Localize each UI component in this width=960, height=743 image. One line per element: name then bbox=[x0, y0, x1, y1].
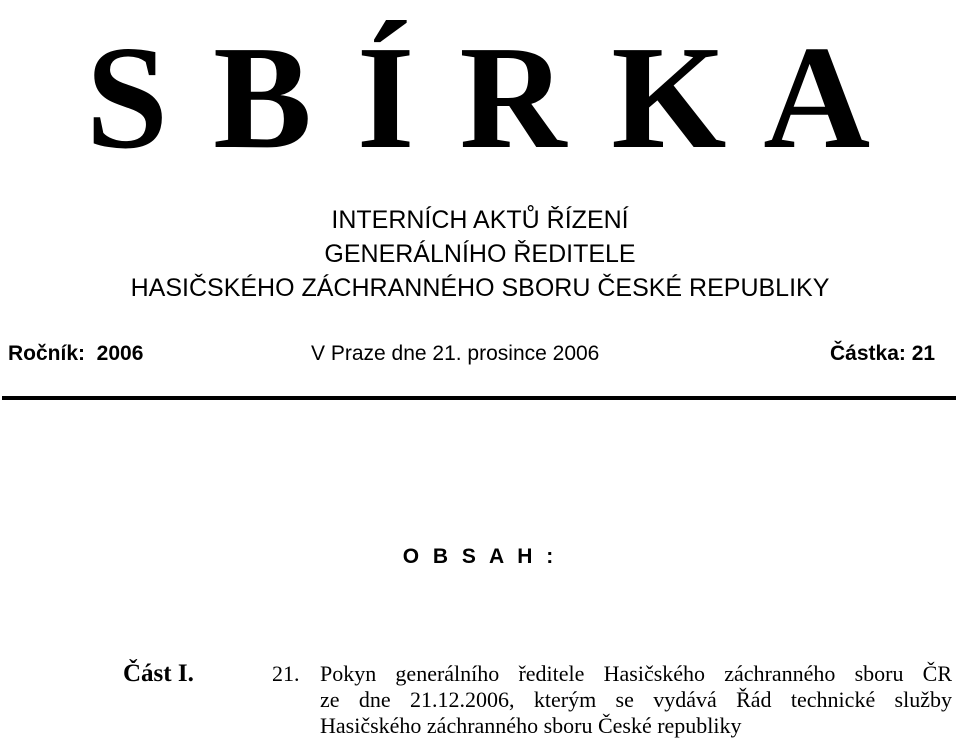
volume-year: Ročník: 2006 bbox=[8, 342, 144, 365]
entry-number: 21. bbox=[272, 661, 300, 686]
subtitle-line-3: HASIČSKÉHO ZÁCHRANNÉHO SBORU ČESKÉ REPUBLIKY bbox=[130, 274, 830, 302]
issue-part-number: Částka: 21 bbox=[830, 342, 936, 365]
subtitle-line-1: INTERNÍCH AKTŮ ŘÍZENÍ bbox=[331, 206, 629, 234]
place-and-date: V Praze dne 21. prosince 2006 bbox=[311, 342, 600, 365]
contents-heading: O B S A H : bbox=[402, 545, 558, 568]
entry-title-line-3: Hasičského záchranného sboru České republiky bbox=[320, 713, 742, 738]
collection-masthead: S B Í R K A bbox=[85, 16, 875, 180]
subtitle-line-2: GENERÁLNÍHO ŘEDITELE bbox=[324, 240, 636, 268]
entry-title-line-2: ze dne 21.12.2006, kterým se vydává Řád technické služby bbox=[320, 687, 952, 712]
entry-title-line-1: Pokyn generálního ředitele Hasičského záchranného sboru ČR bbox=[320, 661, 952, 686]
part-label: Část I. bbox=[123, 660, 194, 687]
header-divider bbox=[2, 396, 956, 400]
